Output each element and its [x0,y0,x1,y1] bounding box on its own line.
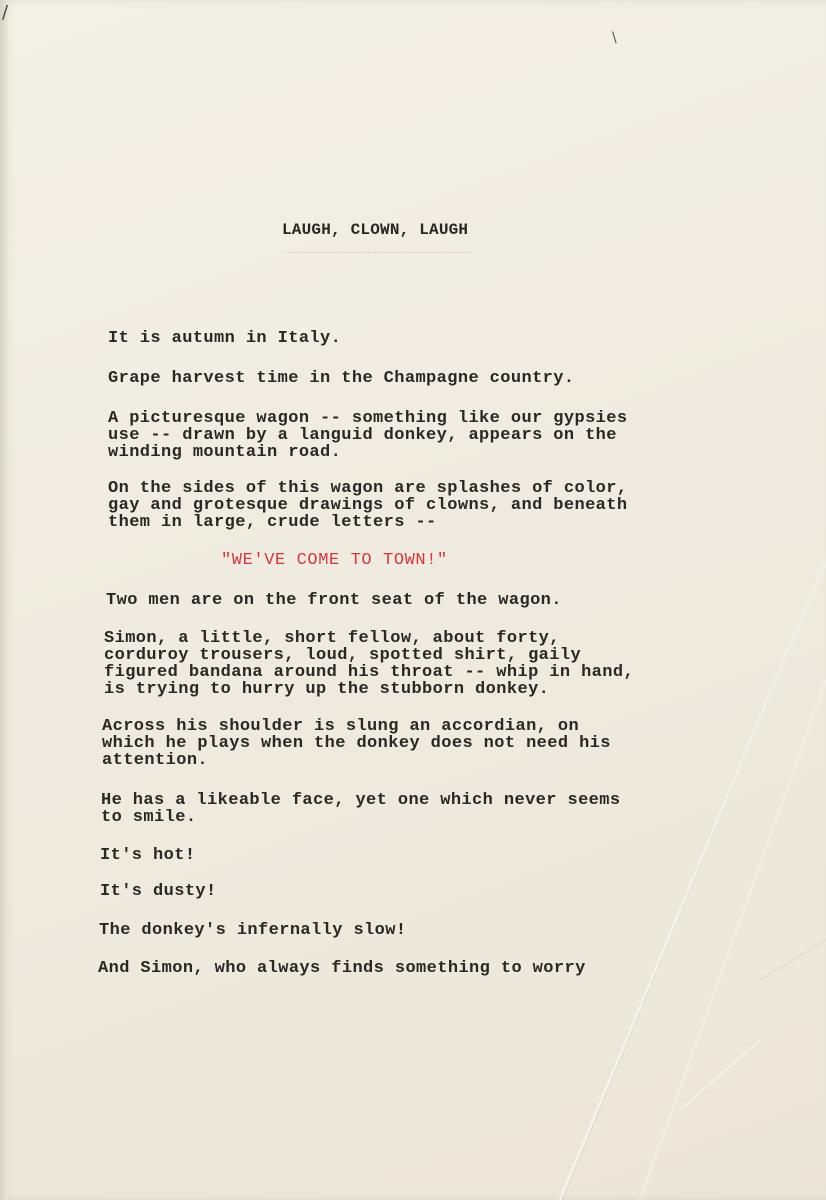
page-binding-edge [0,0,8,1200]
paragraph-10: It's dusty! [100,882,217,901]
paragraph-9: It's hot! [100,846,196,865]
paragraph-6: Simon, a little, short fellow, about forty, corduroy trousers, loud, spotted shirt, gaily figured bandana around his throat -- whip in hand, is trying to hurry up the stubborn donkey. [104,629,635,699]
paragraph-7: Across his shoulder is slung an accordian, on which he plays when the donkey does not need his attention. [102,717,611,770]
paragraph-2: Grape harvest time in the Champagne country. [108,369,575,388]
paragraph-1: It is autumn in Italy. [108,329,342,348]
paragraph-8: He has a likeable face, yet one which never seems to smile. [101,791,621,827]
red-banner-text: "WE'VE COME TO TOWN!" [221,551,448,570]
margin-mark-top-left: / [2,2,9,23]
document-title: LAUGH, CLOWN, LAUGH [282,221,469,239]
paragraph-11: The donkey's infernally slow! [99,921,407,940]
paragraph-3: A picturesque wagon -- something like our gypsies use -- drawn by a languid donkey, appears on the winding mountain road. [108,409,628,462]
paragraph-12: And Simon, who always finds something to worry [98,959,586,978]
paragraph-5: Two men are on the front seat of the wagon. [106,591,562,610]
paragraph-4: On the sides of this wagon are splashes of color, gay and grotesque drawings of clowns, and beneath them in large, crude letters -- [108,479,628,532]
margin-mark-top-right: \ [612,30,617,46]
title-faint-red-offset [284,252,470,261]
